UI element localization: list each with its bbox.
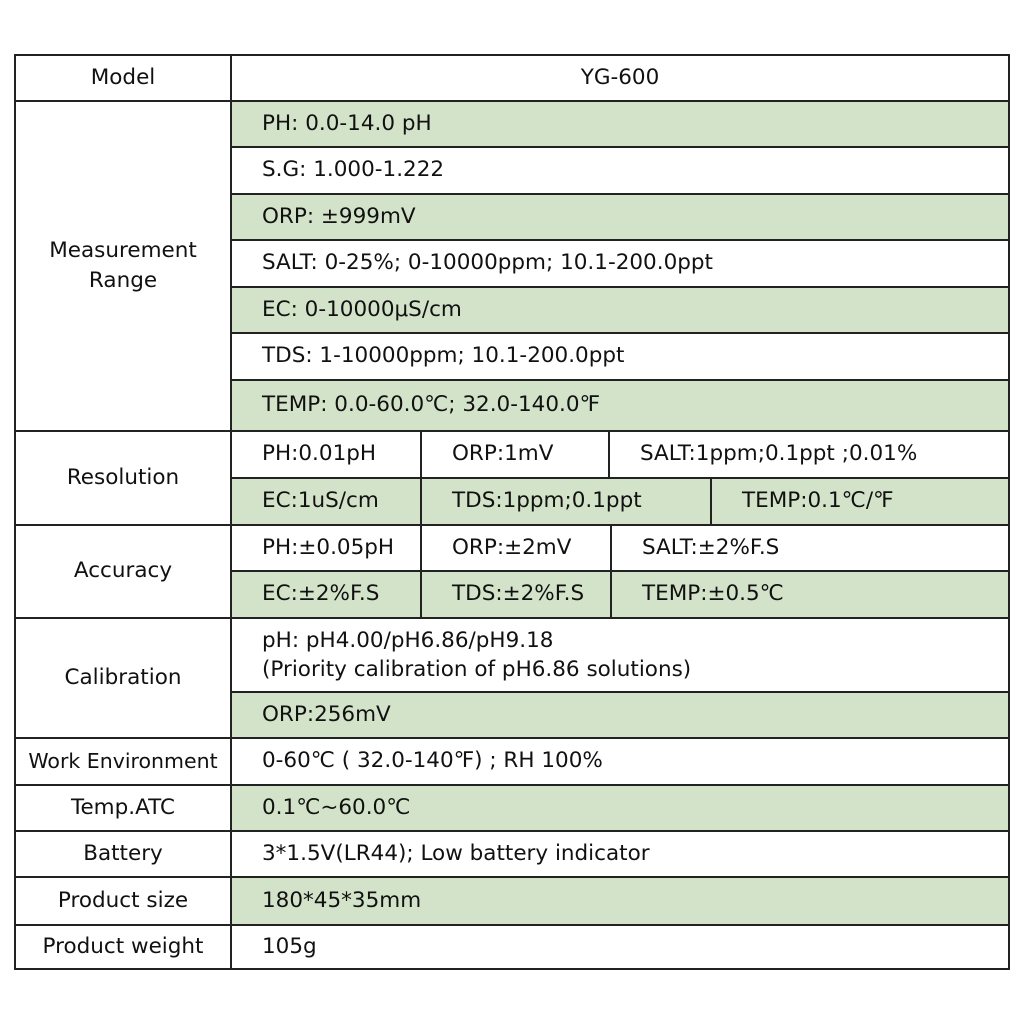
resolution-tds: TDS:1ppm;0.1ppt (420, 477, 712, 526)
range-sg: S.G: 1.000-1.222 (230, 146, 1010, 195)
work-environment-value: 0-60℃ ( 32.0-140℉) ; RH 100% (230, 737, 1010, 786)
range-temp: TEMP: 0.0-60.0℃; 32.0-140.0℉ (230, 379, 1010, 432)
calibration-label: Calibration (14, 617, 232, 739)
resolution-temp: TEMP:0.1℃/℉ (710, 477, 1010, 526)
accuracy-orp: ORP:±2mV (420, 524, 612, 572)
product-weight-label: Product weight (14, 924, 232, 970)
resolution-salt: SALT:1ppm;0.1ppt ;0.01% (608, 430, 1010, 479)
accuracy-salt: SALT:±2%F.S (610, 524, 1010, 572)
product-size-value: 180*45*35mm (230, 876, 1010, 926)
model-label: Model (14, 54, 232, 102)
range-orp: ORP: ±999mV (230, 193, 1010, 241)
accuracy-label: Accuracy (14, 524, 232, 619)
range-ph: PH: 0.0-14.0 pH (230, 100, 1010, 148)
temp-atc-value: 0.1℃~60.0℃ (230, 784, 1010, 832)
calibration-ph: pH: pH4.00/pH6.86/pH9.18 (Priority calibration of pH6.86 solutions) (230, 617, 1010, 693)
range-ec: EC: 0-10000μS/cm (230, 286, 1010, 334)
temp-atc-label: Temp.ATC (14, 784, 232, 832)
work-environment-label: Work Environment (14, 737, 232, 786)
resolution-label: Resolution (14, 430, 232, 526)
accuracy-ec: EC:±2%F.S (230, 570, 422, 619)
resolution-orp: ORP:1mV (420, 430, 610, 479)
resolution-ec: EC:1uS/cm (230, 477, 422, 526)
battery-label: Battery (14, 830, 232, 878)
accuracy-ph: PH:±0.05pH (230, 524, 422, 572)
resolution-ph: PH:0.01pH (230, 430, 422, 479)
calibration-orp: ORP:256mV (230, 691, 1010, 739)
range-salt: SALT: 0-25%; 0-10000ppm; 10.1-200.0ppt (230, 239, 1010, 288)
battery-value: 3*1.5V(LR44); Low battery indicator (230, 830, 1010, 878)
accuracy-tds: TDS:±2%F.S (420, 570, 612, 619)
model-value: YG-600 (230, 54, 1010, 102)
spec-table (14, 54, 1010, 970)
product-size-label: Product size (14, 876, 232, 926)
range-tds: TDS: 1-10000ppm; 10.1-200.0ppt (230, 332, 1010, 381)
measurement-range-label: Measurement Range (14, 100, 232, 432)
product-weight-value: 105g (230, 924, 1010, 970)
accuracy-temp: TEMP:±0.5℃ (610, 570, 1010, 619)
